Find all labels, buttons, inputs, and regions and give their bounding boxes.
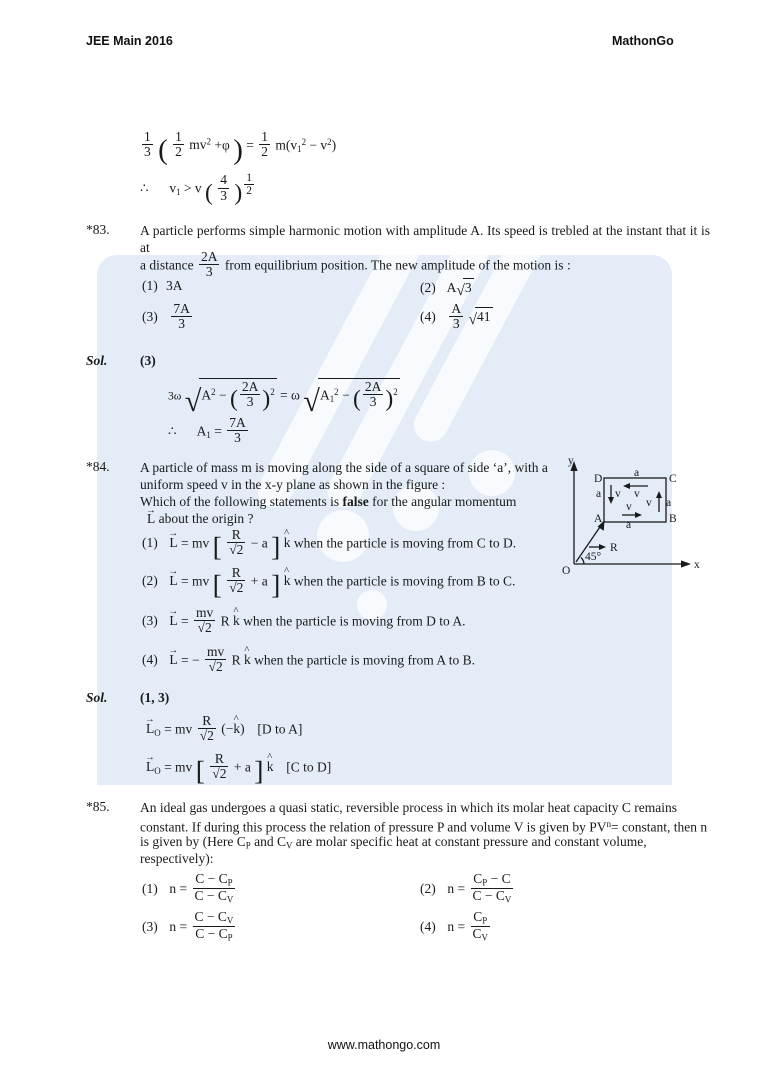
- question-number-84: *84.: [86, 459, 110, 474]
- option-84-2[interactable]: (2) L → = mv [ $\frac{R}{√2}$ + a ] k ^ when the particle is moving from B to C.: [142, 566, 515, 601]
- figure-axis-y-label: y: [568, 455, 574, 467]
- question-84-text-line2: uniform speed v in the x-y plane as shown in the figure :: [140, 477, 446, 492]
- header-exam-title: JEE Main 2016: [86, 34, 173, 48]
- figure-vector-label: R: [610, 542, 618, 554]
- top-working-line-2: ∴ $v_1 > v$ ( $\frac{4}{3}$ ) $^{\frac{1}{2}}$: [140, 172, 253, 206]
- option-84-1[interactable]: (1) L → = mv [ $\frac{R}{√2}$ − a ] k ^ when the particle is moving from C to D.: [142, 528, 516, 563]
- option-84-3[interactable]: (3) L → = $\frac{mv}{√2}$ R k ^ when the particle is moving from D to A.: [142, 606, 466, 636]
- question-83-text-line2: a distance $\frac{2A}{3}$ from equilibrium position. The new amplitude of the motion is :: [140, 249, 571, 280]
- figure-vertex-A: A: [594, 513, 603, 525]
- solution-83-equation-2: ∴ $A_1$ = $\frac{7A}{3}$: [168, 415, 246, 446]
- solution-84-label: Sol.: [86, 690, 108, 705]
- option-85-3[interactable]: (3) n = $\frac{C - C_V}{C - C_P}$: [142, 909, 234, 943]
- solution-84-answer: (1, 3): [140, 690, 170, 705]
- question-84-text-line4: L → about the origin ?: [147, 510, 555, 527]
- solution-83-answer: (3): [140, 353, 156, 368]
- figure-label-bottom-a: a: [626, 519, 632, 531]
- question-83-text-line1: A particle performs simple harmonic motion with amplitude A. Its speed is trebled at the instant that it is at: [140, 223, 710, 255]
- phi-symbol: φ: [222, 137, 230, 153]
- figure-label-right-v: v: [646, 497, 652, 509]
- square-path-diagram: [556, 452, 704, 577]
- question-84-text-line1: A particle of mass m is moving along the side of a square of side ‘a’, with a: [140, 460, 548, 475]
- question-85-text-line1: An ideal gas undergoes a quasi static, reversible process in which its molar heat capacity C remains: [140, 800, 677, 815]
- option-85-2[interactable]: (2) n = $\frac{C_P - C}{C - C_V}$: [420, 871, 512, 905]
- figure-vertex-C: C: [669, 473, 677, 485]
- figure-angle-label: 45°: [585, 551, 602, 563]
- question-85-text-line4: respectively):: [140, 851, 214, 866]
- option-83-4[interactable]: (4) $\frac{A}{3}$ √41: [420, 301, 491, 332]
- option-83-2[interactable]: (2) A√3: [420, 280, 472, 299]
- option-83-1[interactable]: (1) 3A: [142, 278, 183, 293]
- figure-vertex-D: D: [594, 473, 603, 485]
- option-84-4[interactable]: (4) L → = − $\frac{mv}{√2}$ R k ^ when the particle is moving from A to B.: [142, 645, 475, 675]
- option-83-3[interactable]: (3) $\frac{7A}{3}$: [142, 301, 190, 332]
- figure-label-bottom-v: v: [626, 501, 632, 513]
- figure-origin-label: O: [562, 565, 571, 577]
- question-84-text-line3: Which of the following statements is false for the angular momentum: [140, 494, 517, 509]
- figure-label-top-v: v: [634, 488, 640, 500]
- question-number-83: *83.: [86, 222, 110, 237]
- option-85-1[interactable]: (1) n = $\frac{C - C_P}{C - C_V}$: [142, 871, 234, 905]
- mv2-term: $mv^2$: [189, 136, 212, 153]
- figure-label-top-a: a: [634, 467, 640, 479]
- figure-axis-x-label: x: [694, 559, 700, 571]
- solution-83-label: Sol.: [86, 353, 108, 368]
- question-85-text-line3: is given by (Here $C_P$ and $C_V$ are molar specific heat at constant pressure and constant volume,: [140, 834, 647, 851]
- solution-84-equation-1: $L \to_O$ = mv $\frac{R}{√2}$ (−k ^) [D to A]: [146, 714, 302, 744]
- figure-label-right-a: a: [666, 497, 672, 509]
- option-85-4[interactable]: (4) n = $\frac{C_P}{C_V}$: [420, 909, 488, 943]
- solution-83-equation-1: 3ω $√A^2$ − ( $\frac{2A}{3}$ )$^2$ = ω $√A_1^2$ − ( $\frac{2A}{3}$ )$^2$: [168, 379, 398, 418]
- footer-url: www.mathongo.com: [327, 1038, 441, 1052]
- header-brand: MathonGo: [612, 34, 674, 48]
- question-number-85: *85.: [86, 799, 110, 814]
- figure-vertex-B: B: [669, 513, 677, 525]
- figure-label-left-a: a: [596, 488, 602, 500]
- question-85-text-line2: constant. If during this process the relation of pressure P and volume V is given by $PV^n=$ constant, then n: [140, 819, 708, 835]
- solution-84-equation-2: $L \to_O$ = mv [ $\frac{R}{√2}$ + a ] k ^ [C to D]: [146, 752, 331, 787]
- top-working-line-1: $\frac{1}{3}$ ( $\frac{1}{2}$ $mv^2 +\varphi$ ) = $\frac{1}{2}$ $m(v_1^2 - v^2)$: [144, 129, 337, 166]
- figure-label-left-v: v: [615, 488, 621, 500]
